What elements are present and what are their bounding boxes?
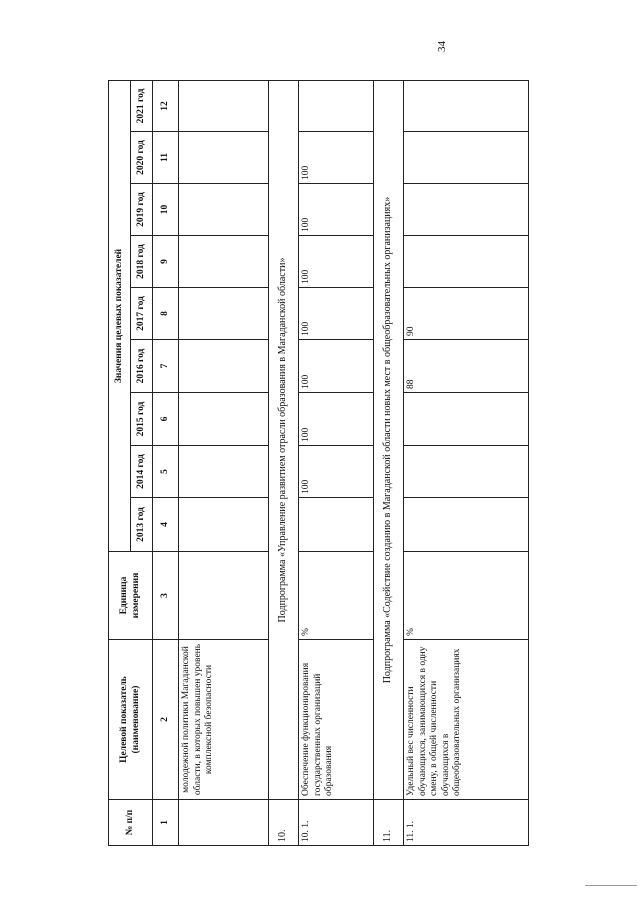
header-row-top	[109, 80, 131, 845]
row-value	[179, 80, 269, 131]
column-number: 3	[153, 552, 179, 640]
subprogram-row	[269, 80, 299, 845]
column-number: 12	[153, 80, 179, 131]
row-value	[299, 498, 374, 552]
row-value	[179, 184, 269, 236]
column-number: 7	[153, 340, 179, 393]
year-header: 2014 год	[131, 446, 153, 498]
column-number: 10	[153, 184, 179, 236]
row-value	[299, 80, 374, 131]
col-no-header: № п/п	[109, 800, 153, 846]
table-row	[179, 80, 269, 845]
year-header: 2017 год	[131, 288, 153, 340]
row-value	[404, 236, 529, 288]
row-value: 100	[299, 393, 374, 446]
column-number: 2	[153, 640, 179, 800]
subprogram-row	[374, 80, 404, 845]
year-header: 2018 год	[131, 236, 153, 288]
row-value	[179, 446, 269, 498]
row-unit: %	[299, 552, 374, 640]
year-header: 2020 год	[131, 132, 153, 184]
row-value	[404, 132, 529, 184]
row-value	[179, 288, 269, 340]
column-number: 9	[153, 236, 179, 288]
row-no	[179, 800, 269, 846]
page-number: 34	[436, 41, 448, 52]
column-number: 5	[153, 446, 179, 498]
row-indicator: молодежной политики Магаданской области, в которых повышен уровень комплексной безопасности	[179, 640, 269, 800]
col-unit-header: Единица измерения	[109, 552, 153, 640]
column-number: 8	[153, 288, 179, 340]
row-value	[404, 80, 529, 131]
row-no: 10. 1.	[299, 800, 374, 846]
row-value	[179, 498, 269, 552]
footer-divider	[585, 885, 637, 886]
subprogram-title: Подпрограмма «Управление развитием отрасли образования в Магаданской области»	[269, 80, 299, 799]
row-value	[404, 498, 529, 552]
subprogram-title: Подпрограмма «Содействие созданию в Магаданской области новых мест в общеобразовательных организациях»	[374, 80, 404, 799]
column-number-row	[153, 80, 179, 845]
row-value: 100	[299, 340, 374, 393]
row-indicator: Обеспечение функционирования государственных организаций образования	[299, 640, 374, 800]
row-value	[404, 393, 529, 446]
col-values-header: Значения целевых показателей	[109, 80, 131, 551]
row-value: 100	[299, 184, 374, 236]
year-header: 2015 год	[131, 393, 153, 446]
year-header: 2013 год	[131, 498, 153, 552]
column-number: 4	[153, 498, 179, 552]
row-value: 100	[299, 288, 374, 340]
row-value	[179, 132, 269, 184]
column-number: 11	[153, 132, 179, 184]
row-value	[179, 340, 269, 393]
row-value: 88	[404, 340, 529, 393]
row-value: 100	[299, 132, 374, 184]
table-row	[404, 80, 529, 845]
row-value	[404, 184, 529, 236]
row-no: 11. 1.	[404, 800, 529, 846]
column-number: 1	[153, 800, 179, 846]
row-indicator: Удельный вес численности обучающихся, занимающихся в одну смену, в общей численности обучающихся в общеобразовательных организациях	[404, 640, 529, 800]
row-unit: %	[404, 552, 529, 640]
row-value	[179, 236, 269, 288]
year-header: 2019 год	[131, 184, 153, 236]
col-indicator-header: Целевой показатель (наименование)	[109, 640, 153, 800]
indicator-table-rotated	[108, 81, 528, 846]
row-unit	[179, 552, 269, 640]
year-header: 2021 год	[131, 80, 153, 131]
subprogram-no: 10.	[269, 800, 299, 846]
table-row	[299, 80, 374, 845]
indicator-table	[108, 80, 529, 846]
row-value	[179, 393, 269, 446]
year-header: 2016 год	[131, 340, 153, 393]
row-value: 90	[404, 288, 529, 340]
row-value	[404, 446, 529, 498]
row-value: 100	[299, 236, 374, 288]
column-number: 6	[153, 393, 179, 446]
subprogram-no: 11.	[374, 800, 404, 846]
row-value: 100	[299, 446, 374, 498]
